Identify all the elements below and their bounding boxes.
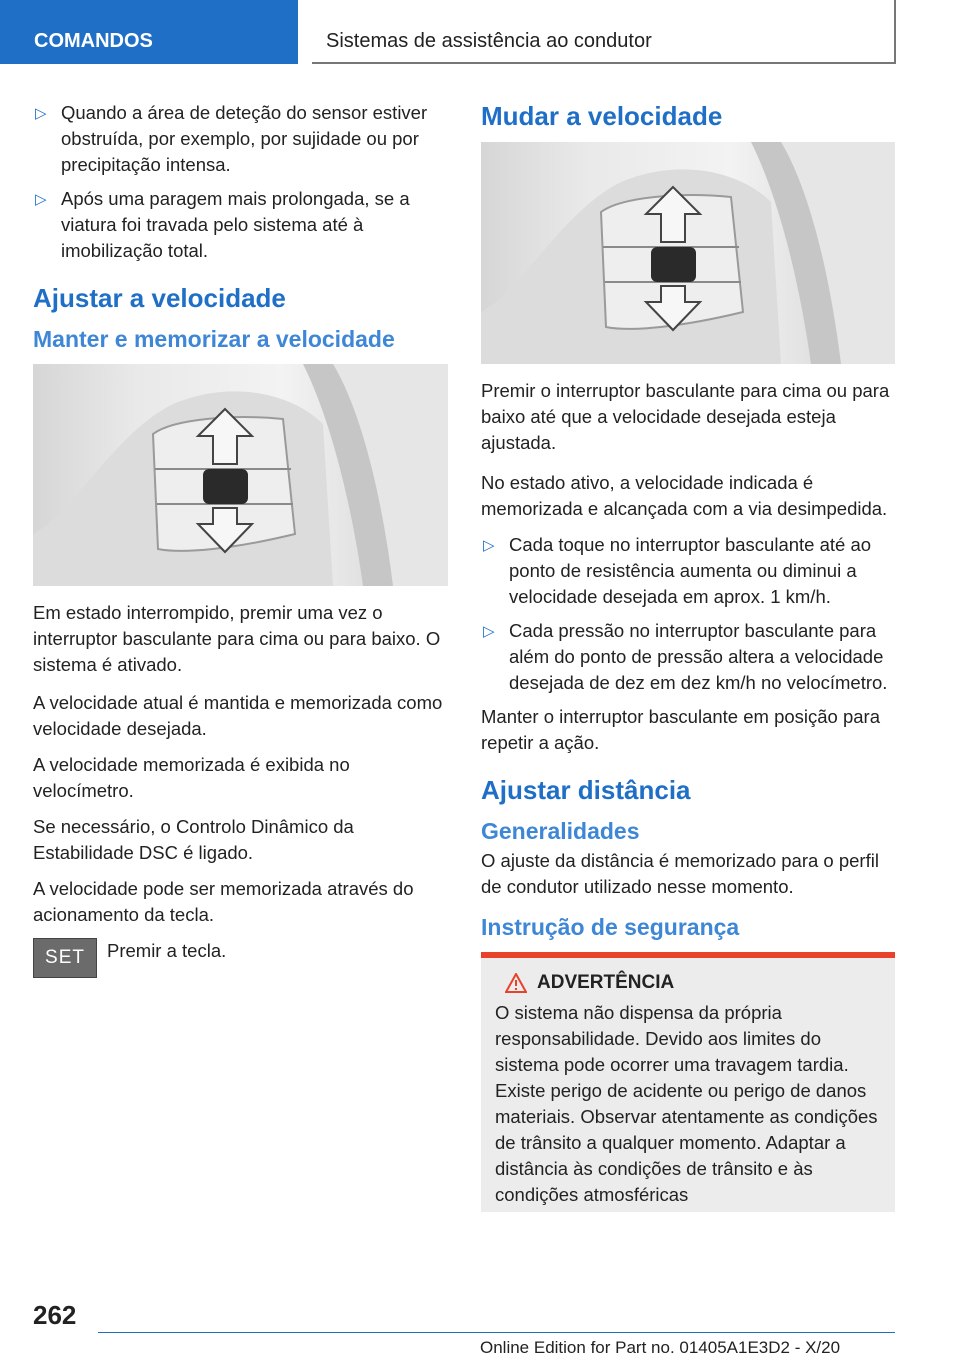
paragraph: A velocidade pode ser memorizada através do acionamento da tecla.: [33, 878, 414, 925]
heading-adjust-distance: Ajustar distância: [481, 775, 691, 805]
paragraph: Em estado interrompido, premir uma vez o interruptor basculante para cima ou para baixo. O sistema é ativado.: [33, 602, 441, 675]
list-item: ▷ Cada pressão no interruptor basculante para além do ponto de pressão altera a velocidade desejada de dez em dez km/h no velocímetro.: [483, 620, 888, 693]
warning-text: O sistema não dispensa da própria responsabilidade. Devido aos limites do sistema pode ocorrer uma travagem tardia. Existe perigo de acidente ou perigo de danos materiais. Observar atentamente as condições de trânsito a qualquer momento. Adaptar a distância às condições de trânsito e às condições atmosféricas: [495, 1002, 878, 1205]
paragraph: A velocidade memorizada é exibida no velocímetro.: [33, 754, 350, 801]
warning-box: [481, 958, 895, 1212]
set-key-icon: SET: [33, 938, 97, 978]
section-tab: COMANDOS: [0, 0, 298, 64]
paragraph: A velocidade atual é mantida e memorizada como velocidade desejada.: [33, 692, 443, 739]
heading-adjust-speed: Ajustar a velocidade: [33, 283, 286, 313]
steering-wheel-switch-image: [33, 364, 448, 586]
triangle-bullet-icon: ▷: [483, 623, 495, 640]
list-item: ▷ Cada toque no interruptor basculante até ao ponto de resistência aumenta ou diminui a velocidade desejada em aprox. 1 km/h.: [483, 534, 872, 607]
heading-change-speed: Mudar a velocidade: [481, 101, 723, 131]
warning-title: ADVERTÊNCIA: [495, 972, 881, 994]
set-key-text: Premir a tecla.: [107, 940, 227, 961]
left-column: [33, 100, 448, 980]
right-column: [481, 100, 895, 1212]
set-key-instruction: [33, 938, 448, 980]
paragraph: Premir o interruptor basculante para cima ou para baixo até que a velocidade desejada esteja ajustada.: [481, 380, 890, 453]
steering-wheel-switch-image: [481, 142, 895, 364]
list-item: ▷ Quando a área de deteção do sensor estiver obstruída, por exemplo, por sujidade ou por precipitação intensa.: [35, 102, 428, 175]
paragraph: O ajuste da distância é memorizado para o perfil de condutor utilizado nesse momento.: [481, 850, 879, 897]
paragraph: Manter o interruptor basculante em posição para repetir a ação.: [481, 706, 880, 753]
page-number: 262: [33, 1300, 77, 1330]
triangle-bullet-icon: ▷: [483, 537, 495, 554]
heading-safety: Instrução de segurança: [481, 914, 740, 940]
paragraph: Se necessário, o Controlo Dinâmico da Estabilidade DSC é ligado.: [33, 816, 354, 863]
triangle-bullet-icon: ▷: [35, 191, 47, 208]
triangle-bullet-icon: ▷: [35, 105, 47, 122]
warning-triangle-icon: [505, 973, 527, 993]
list-item: ▷ Após uma paragem mais prolongada, se a viatura foi travada pelo sistema até à imobilização total.: [35, 188, 410, 261]
chapter-title: Sistemas de assistência ao condutor: [312, 0, 896, 64]
heading-keep-memorize: Manter e memorizar a velocidade: [33, 326, 395, 352]
edition-text: Online Edition for Part no. 01405A1E3D2 - X/20: [480, 1338, 841, 1357]
footer-rule: [98, 1332, 895, 1333]
paragraph: No estado ativo, a velocidade indicada é memorizada e alcançada com a via desimpedida.: [481, 472, 888, 519]
heading-general: Generalidades: [481, 818, 640, 844]
